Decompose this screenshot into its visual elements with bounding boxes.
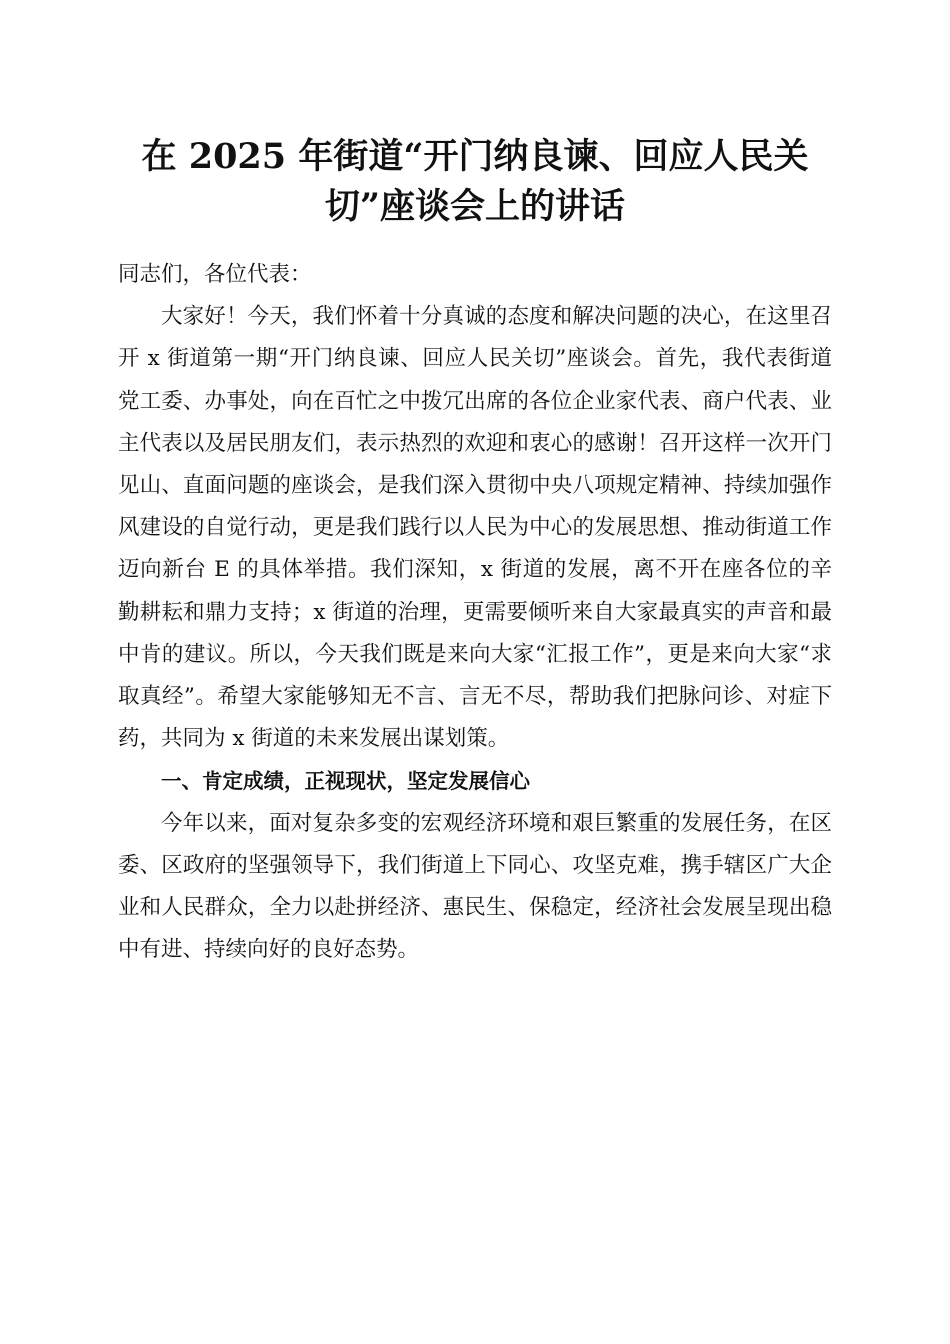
paragraph-section-1: 今年以来，面对复杂多变的宏观经济环境和艰巨繁重的发展任务，在区委、区政府的坚强领导下，我们街道上下同心、攻坚克难，携手辖区广大企业和人民群众，全力以赴拼经济、惠民生、保稳定，经济社会发展呈现出稳中有进、持续向好的良好态势。	[118, 810, 832, 963]
paragraph-opening: 大家好！今天，我们怀着十分真诚的态度和解决问题的决心，在这里召开 x 街道第一期“开门纳良谏、回应人民关切”座谈会。首先，我代表街道党工委、办事处，向在百忙之中拨冗出席的各位企业家代表、商户代表、业主代表以及居民朋友们，表示热烈的欢迎和衷心的感谢！召开这样一次开门见山、直面问题的座谈会，是我们深入贯彻中央八项规定精神、持续加强作风建设的自觉行动，更是我们践行以人民为中心的发展思想、推动街道工作迈向新台 E 的具体举措。我们深知，x 街道的发展，离不开在座各位的辛勤耕耘和鼎力支持；x 街道的治理，更需要倾听来自大家最真实的声音和最中肯的建议。所以，今天我们既是来向大家“汇报工作”，更是来向大家“求取真经”。希望大家能够知无不言、言无不尽，帮助我们把脉问诊、对症下药，共同为 x 街道的未来发展出谋划策。	[118, 304, 832, 752]
document-body	[118, 254, 832, 971]
section-heading-1: 一、肯定成绩，正视现状，坚定发展信心	[161, 769, 531, 794]
title-line-1: 在 2025 年街道“开门纳良谏、回应人民关	[141, 136, 809, 177]
title-line-2: 切”座谈会上的讲话	[324, 186, 626, 227]
document-title	[118, 132, 832, 232]
salutation: 同志们，各位代表：	[118, 262, 312, 287]
